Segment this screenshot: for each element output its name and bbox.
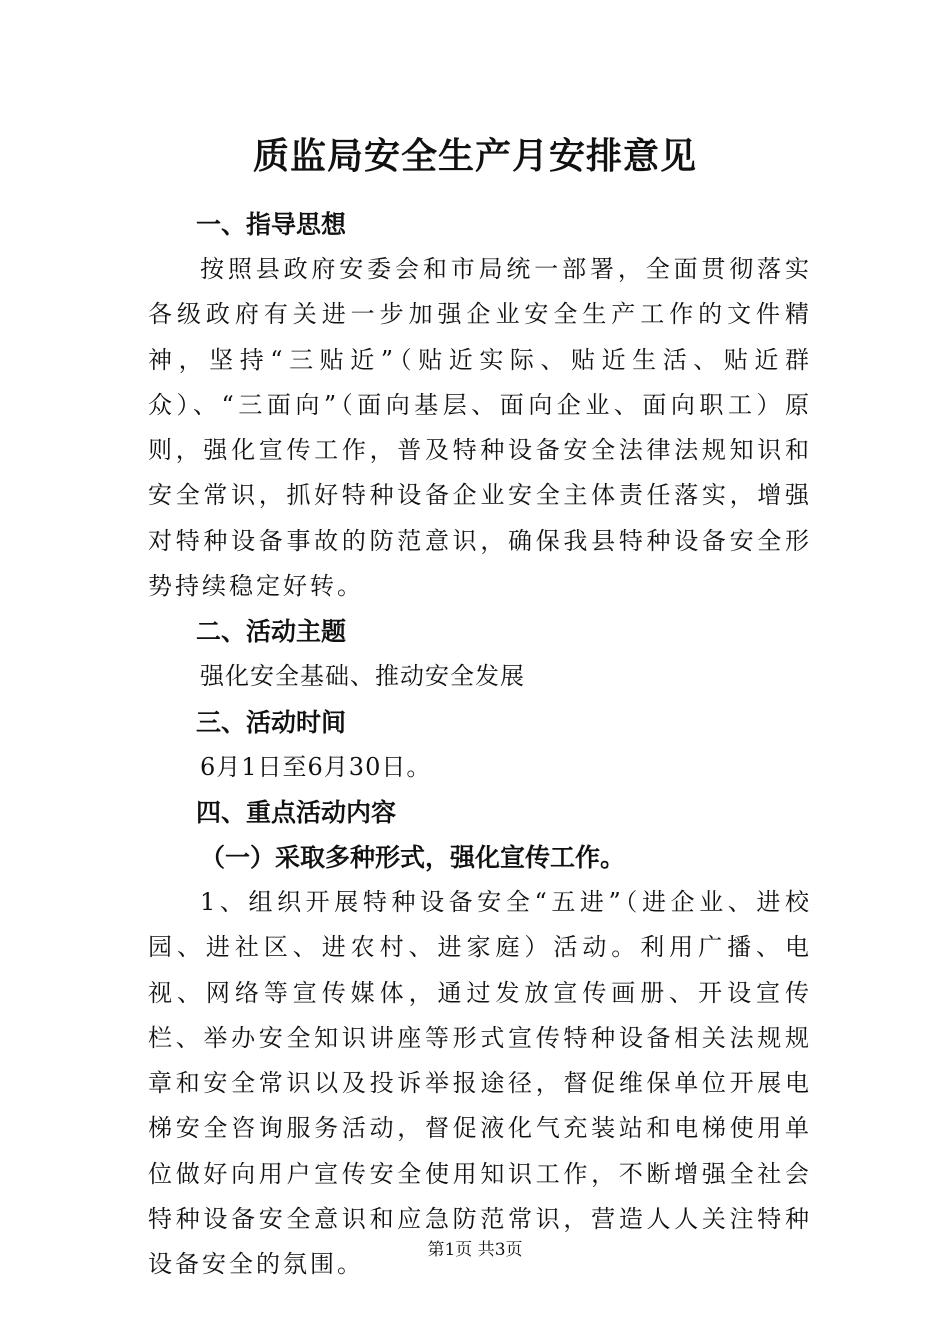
section-heading-activity-time: 三、活动时间 bbox=[196, 707, 347, 737]
paragraph-publicity: 1、组织开展特种设备安全“五进”（进企业、进校园、进社区、进农村、进家庭）活动。利用广播、电视、网络等宣传媒体，通过发放宣传画册、开设宣传栏、举办安全知识讲座等形式宣传特种设备相关法规规章和安全常识以及投诉举报途径，督促维保单位开展电梯安全咨询服务活动，督促液化气充装站和电梯使用单位做好向用户宣传安全使用知识工作，不断增强全社会特种设备安全意识和应急防范常识，营造人人关注特种设备安全的氛围。 bbox=[148, 887, 812, 1279]
document-body bbox=[148, 202, 812, 1288]
page-number-footer: 第1页 共3页 bbox=[427, 1240, 523, 1260]
section-heading-guiding-thought: 一、指导思想 bbox=[196, 210, 347, 239]
document-title: 质监局安全生产月安排意见 bbox=[252, 136, 697, 177]
section-heading-key-activities: 四、重点活动内容 bbox=[196, 797, 397, 827]
paragraph-guiding-thought: 按照县政府安委会和市局统一部署，全面贯彻落实各级政府有关进一步加强企业安全生产工作的文件精神，坚持“三贴近”（贴近实际、贴近生活、贴近群众）、“三面向”（面向基层、面向企业、面向职工）原则，强化宣传工作，普及特种设备安全法律法规知识和安全常识，抓好特种设备企业安全主体责任落实，增强对特种设备事故的防范意识，确保我县特种设备安全形势持续稳定好转。 bbox=[148, 255, 812, 601]
paragraph-activity-theme: 强化安全基础、推动安全发展 bbox=[200, 662, 525, 691]
paragraph-activity-time: 6月1日至6月30日。 bbox=[200, 752, 432, 781]
section-heading-activity-theme: 二、活动主题 bbox=[196, 617, 347, 647]
subsection-heading-publicity: （一）采取多种形式，强化宣传工作。 bbox=[200, 842, 626, 872]
